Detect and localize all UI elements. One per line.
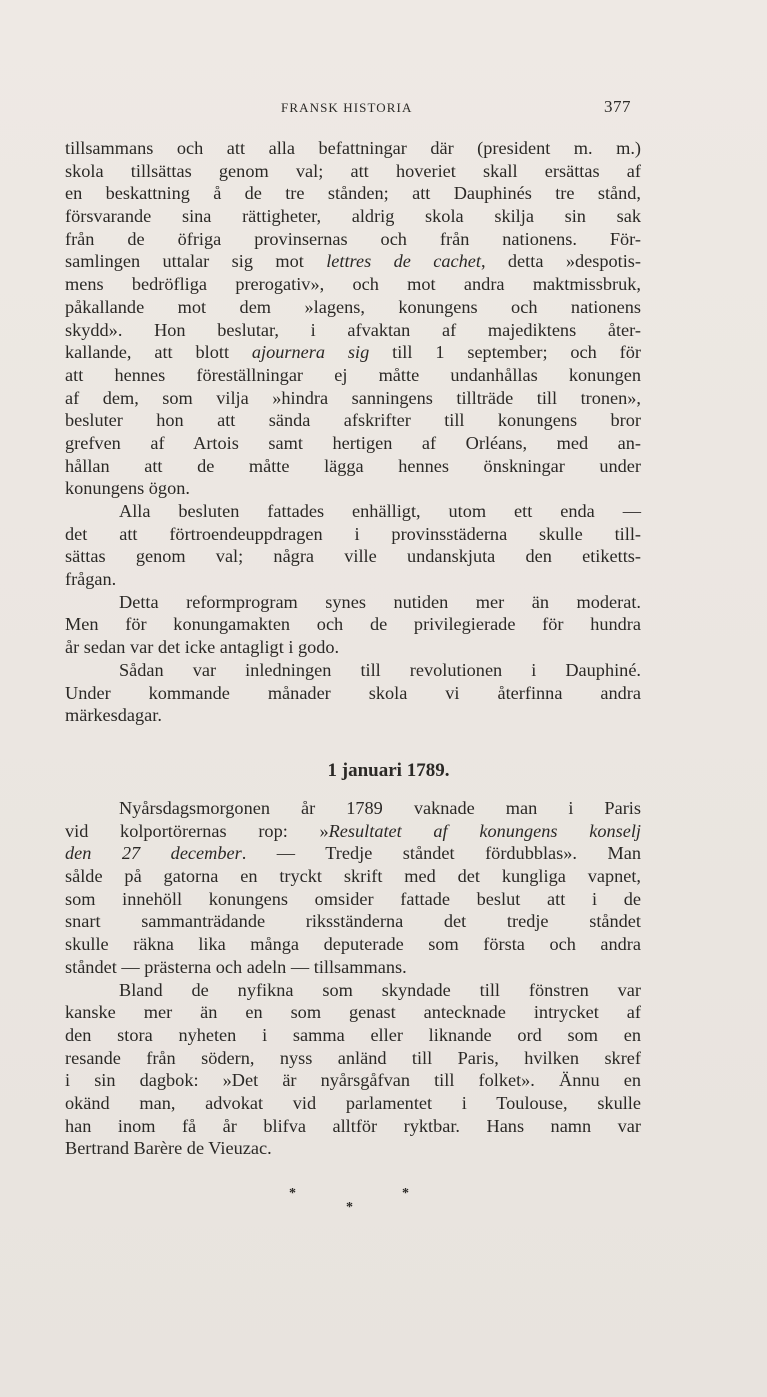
text-line: konungens ögon. (65, 478, 190, 499)
text-line: mens bedröfliga prerogativ», och mot andra maktmissbruk, (65, 274, 641, 295)
text-line: sättas genom val; några ville undanskjuta den etiketts- (65, 546, 641, 567)
text-line: frågan. (65, 569, 117, 590)
asterisk-icon: * (346, 1200, 353, 1215)
text-line: tillsammans och att alla befattningar där (president m. m.) (65, 138, 641, 158)
page-number: 377 (604, 97, 631, 116)
text-line: resande från södern, nyss anländ till Paris, hvilken skref (65, 1047, 641, 1068)
italic-term: lettres de cachet (326, 251, 481, 272)
text-line: märkesdagar. (65, 705, 162, 726)
text-line: snart sammanträdande riksständerna det tredje ståndet (65, 911, 641, 932)
text-line: Bland de nyfikna som skyndade till fönstren var (119, 979, 641, 1000)
text-line: Alla besluten fattades enhälligt, utom ett enda — (119, 501, 641, 521)
text-line: Men för konungamakten och de privilegierade för hundra (65, 614, 641, 635)
paragraph-block-dauphine (65, 137, 641, 727)
italic-quote: Resultatet af konungens konselj (328, 820, 641, 841)
text-line: Sådan var inledningen till revolutionen i Dauphiné. (119, 659, 641, 680)
text-line: Under kommande månader skola vi återfinna andra (65, 682, 641, 703)
italic-quote: den 27 december (65, 843, 242, 864)
text-line: från de öfriga provinsernas och från nationens. För- (65, 228, 641, 249)
asterisk-icon: * (289, 1186, 296, 1201)
text-line: vid kolportörernas rop: »Resultatet af konungens konselj (65, 820, 641, 841)
text-line: Nyårsdagsmorgonen år 1789 vaknade man i Paris (119, 798, 641, 818)
text-line: skola tillsättas genom val; att hoveriet skall ersättas af (65, 160, 641, 181)
asterisk-icon: * (402, 1186, 409, 1201)
text-line: sålde på gatorna en tryckt skrift med det kungliga vapnet, (65, 866, 641, 887)
running-head (0, 97, 767, 120)
italic-term: ajournera sig (251, 342, 370, 363)
text-line: i sin dagbok: »Det är nyårsgåfvan till folket». Ännu en (65, 1070, 641, 1091)
text-line: Detta reformprogram synes nutiden mer än moderat. (119, 591, 641, 612)
running-title: FRANSK HISTORIA (281, 100, 413, 115)
text-line: hållan att de måtte lägga hennes önskningar under (65, 455, 641, 476)
text-line: år sedan var det icke antagligt i godo. (65, 637, 340, 658)
section-heading: 1 januari 1789. (327, 760, 450, 781)
text-line: okänd man, advokat vid parlamentet i Toulouse, skulle (65, 1092, 641, 1113)
text-line: skulle räkna lika många deputerade som första och andra (65, 934, 641, 955)
text-line: skydd». Hon beslutar, i afvaktan af majediktens åter- (65, 319, 641, 340)
text-line: af dem, som vilja »hindra sanningens tillträde till tronen», (65, 387, 641, 408)
text-line: han inom få år blifva alltför ryktbar. Hans namn var (65, 1115, 641, 1136)
text-line: försvarande sina rättigheter, aldrig skola skilja sin sak (65, 206, 641, 227)
asterism-separator (280, 1186, 420, 1226)
text-line: det att förtroendeuppdragen i provinsstäderna skulle till- (65, 523, 641, 544)
text-line: ståndet — prästerna och adeln — tillsammans. (65, 956, 407, 977)
text-line: den 27 december. — Tredje ståndet fördubblas». Man (65, 843, 641, 864)
text-line: en beskattning å de tre stånden; att Dauphinés tre stånd, (65, 183, 641, 204)
text-line: Bertrand Barère de Vieuzac. (65, 1138, 272, 1159)
paragraph-block-1789 (65, 797, 641, 1160)
text-line: kallande, att blott ajournera sig till 1 september; och för (65, 342, 641, 363)
text-line: att hennes föreställningar ej måtte undanhållas konungen (65, 364, 641, 385)
text-line: kanske mer än en som genast antecknade intrycket af (65, 1002, 641, 1023)
text-line: samlingen uttalar sig mot lettres de cachet, detta »despotis- (65, 251, 641, 272)
text-line: den stora nyheten i samma eller liknande ord som en (65, 1024, 641, 1045)
text-line: påkallande mot dem »lagens, konungens och nationens (65, 296, 641, 317)
text-line: besluter hon att sända afskrifter till konungens bror (65, 410, 641, 431)
text-line: grefven af Artois samt hertigen af Orléans, med an- (65, 432, 641, 453)
text-line: som innehöll konungens omsider fattade beslut att i de (65, 888, 641, 909)
